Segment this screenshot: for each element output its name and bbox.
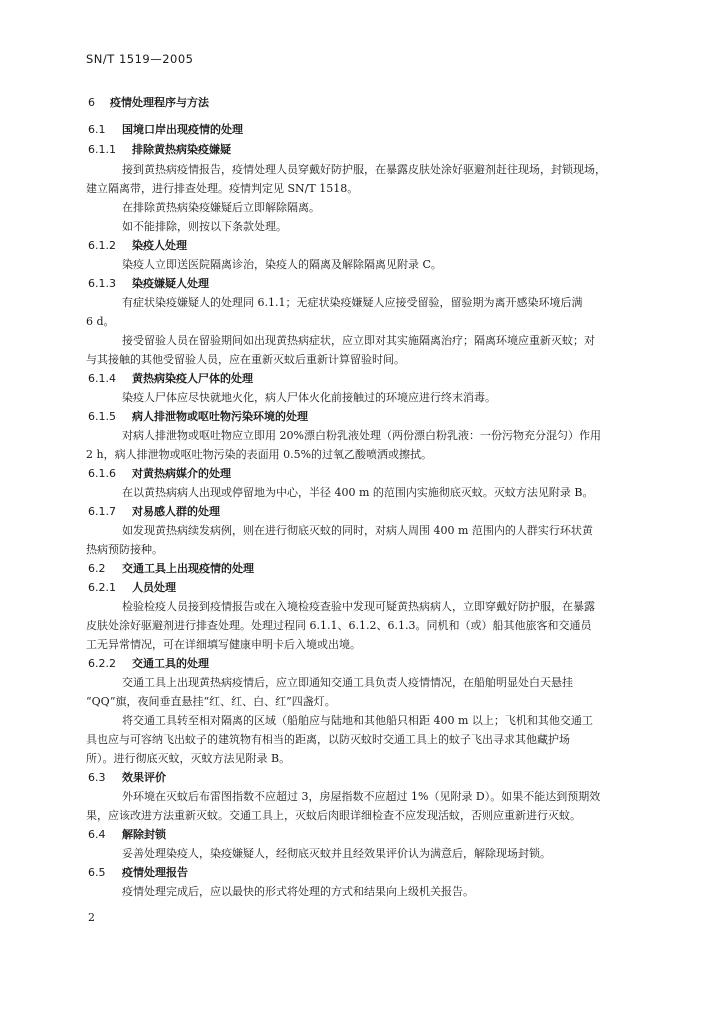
section-heading [88,828,166,842]
section-number: 6.2.1 [88,581,116,594]
paragraph-line: 在以黄热病病人出现或停留地为中心，半径 400 m 的范围内实施彻底灭蚊。灭蚊方法见附录 B。 [122,486,594,499]
section-heading [88,562,254,576]
section-number: 6 [88,96,95,109]
paragraph-line: 具也应与可容纳飞出蚊子的建筑物有相当的距离，以防灭蚊时交通工具上的蚊子飞出寻求其他藏护场 [86,733,570,746]
paragraph-line: 如不能排除，则按以下条款处理。 [122,220,287,233]
section-title: 效果评价 [122,771,166,784]
section-heading [88,372,253,386]
section-heading [88,239,187,253]
paragraph-line: 检验检疫人员接到疫情报告或在入境检疫查验中发现可疑黄热病病人，立即穿戴好防护服，在暴露 [122,600,595,613]
paragraph-line: 接到黄热病疫情报告，疫情处理人员穿戴好防护服，在暴露皮肤处涂好驱避剂赶往现场，封锁现场， [122,163,606,176]
section-heading [88,866,188,880]
section-heading [88,277,209,291]
paragraph-line: 热病预防接种。 [86,543,163,556]
section-number: 6.5 [88,866,106,879]
paragraph-line: “QQ”旗，夜间垂直悬挂“红、红、白、红”四盏灯。 [86,695,336,708]
section-title: 黄热病染疫人尸体的处理 [132,372,253,385]
section-title: 人员处理 [132,581,176,594]
section-number: 6.1.1 [88,143,116,156]
paragraph-line: 如发现黄热病续发病例，则在进行彻底灭蚊的同时，对病人周围 400 m 范围内的人群实行环状黄 [122,524,593,537]
section-title: 染疫人处理 [132,239,187,252]
section-number: 6.1.4 [88,372,116,385]
paragraph-line: 果，应该改进方法重新灭蚊。交通工具上，灭蚊后肉眼详细检查不应发现活蚊，否则应重新进行灭蚊。 [86,809,581,822]
paragraph-line: 有症状染疫嫌疑人的处理同 6.1.1；无症状染疫嫌疑人应接受留验，留验期为离开感染环境后满 [122,296,583,309]
section-number: 6.1.3 [88,277,116,290]
section-heading [88,771,166,785]
section-title: 对黄热病媒介的处理 [132,467,231,480]
section-heading [88,505,220,519]
paragraph-line: 疫情处理完成后，应以最快的形式将处理的方式和结果向上级机关报告。 [122,885,474,898]
paragraph-line: 2 h，病人排泄物或呕吐物污染的表面用 0.5%的过氧乙酸喷洒或擦拭。 [86,448,433,461]
section-title: 对易感人群的处理 [132,505,220,518]
section-number: 6.1.6 [88,467,116,480]
section-title: 病人排泄物或呕吐物污染环境的处理 [132,410,308,423]
section-title: 疫情处理程序与方法 [110,96,209,109]
paragraph-line: 皮肤处涂好驱避剂进行排查处理。处理过程同 6.1.1、6.1.2、6.1.3。同机和（或）船其他旅客和交通员 [86,619,592,632]
paragraph-line: 对病人排泄物或呕吐物应立即用 20%漂白粉乳液处理（两份漂白粉乳液：一份污物充分混匀）作用 [122,429,601,442]
section-title: 染疫嫌疑人处理 [132,277,209,290]
page-number: 2 [88,911,95,924]
section-number: 6.1.5 [88,410,116,423]
section-heading [88,410,308,424]
section-number: 6.2 [88,562,106,575]
section-title: 国境口岸出现疫情的处理 [122,123,243,136]
paragraph-line: 与其接触的其他受留验人员，应在重新灭蚊后重新计算留验时间。 [86,353,405,366]
section-heading [88,96,209,110]
section-number: 6.4 [88,828,106,841]
paragraph-line: 所）。进行彻底灭蚊，灭蚊方法见附录 B。 [86,752,291,765]
section-title: 交通工具的处理 [132,657,209,670]
section-heading [88,657,209,671]
paragraph-line: 在排除黄热病染疫嫌疑后立即解除隔离。 [122,201,320,214]
paragraph-line: 将交通工具转至相对隔离的区域（船舶应与陆地和其他船只相距 400 m 以上；飞机和其他交通工 [122,714,593,727]
paragraph-line: 染疫人立即送医院隔离诊治，染疫人的隔离及解除隔离见附录 C。 [122,258,442,271]
standard-header: SN/T 1519—2005 [86,52,194,66]
section-heading [88,143,231,157]
paragraph-line: 工无异常情况，可在详细填写健康申明卡后入境或出境。 [86,638,361,651]
section-number: 6.1.2 [88,239,116,252]
section-title: 疫情处理报告 [122,866,188,879]
section-number: 6.3 [88,771,106,784]
section-number: 6.2.2 [88,657,116,670]
paragraph-line: 建立隔离带，进行排查处理。疫情判定见 SN/T 1518。 [86,182,359,195]
paragraph-line: 接受留验人员在留验期间如出现黄热病症状，应立即对其实施隔离治疗；隔离环境应重新灭蚊；对 [122,334,595,347]
paragraph-line: 妥善处理染疫人，染疫嫌疑人，经彻底灭蚊并且经效果评价认为满意后，解除现场封锁。 [122,847,551,860]
paragraph-line: 交通工具上出现黄热病疫情后，应立即通知交通工具负责人疫情情况，在船舶明显处白天悬挂 [122,676,573,689]
section-heading [88,467,231,481]
section-title: 交通工具上出现疫情的处理 [122,562,254,575]
paragraph-line: 6 d。 [86,315,115,328]
section-title: 解除封锁 [122,828,166,841]
section-heading [88,123,243,137]
section-number: 6.1.7 [88,505,116,518]
paragraph-line: 外环境在灭蚊后布雷图指数不应超过 3，房屋指数不应超过 1%（见附录 D）。如果不能达到预期效 [122,790,601,803]
section-title: 排除黄热病染疫嫌疑 [132,143,231,156]
section-heading [88,581,176,595]
paragraph-line: 染疫人尸体应尽快就地火化，病人尸体火化前接触过的环境应进行终末消毒。 [122,391,496,404]
section-number: 6.1 [88,123,106,136]
